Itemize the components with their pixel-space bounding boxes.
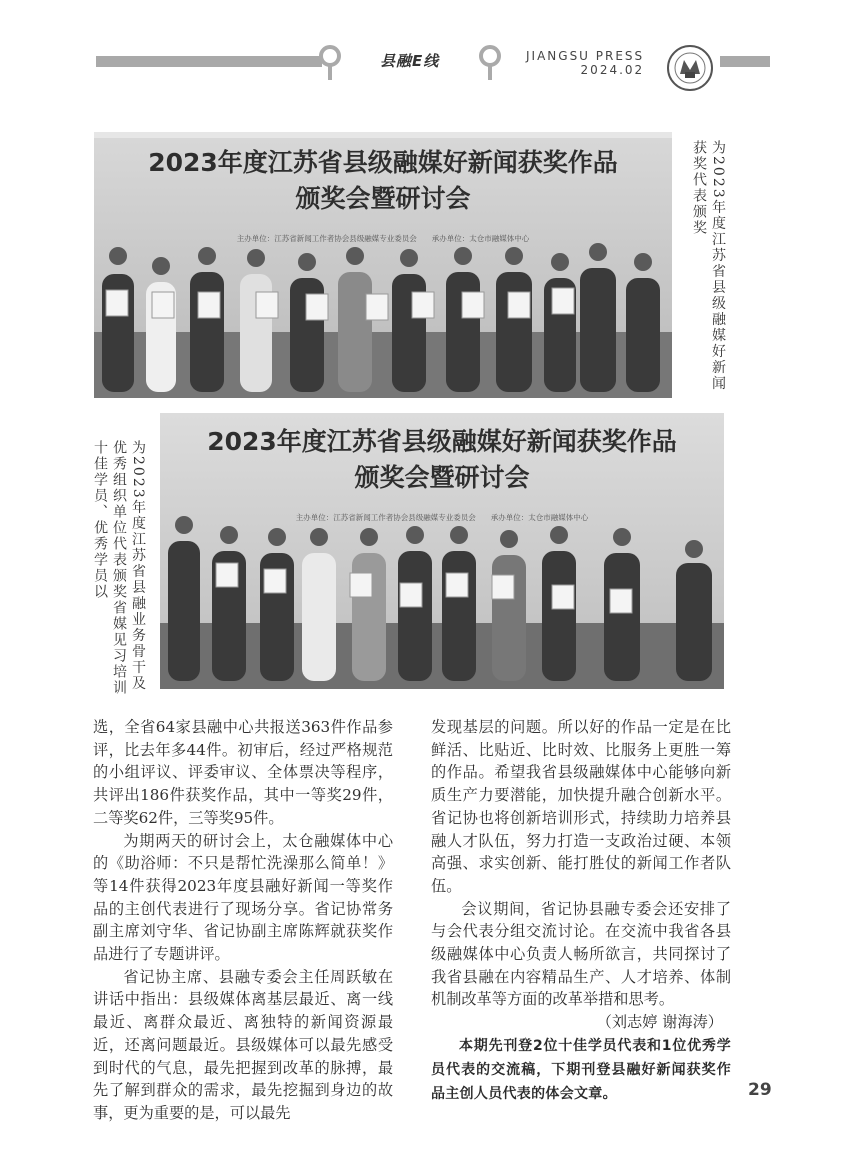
byline: （刘志婷 谢海涛）: [596, 1013, 723, 1032]
banner-title-line1: 2023年度江苏省县级融媒好新闻获奖作品: [148, 148, 618, 177]
journal-seal-logo: [666, 44, 714, 92]
map-pin-icon: [318, 44, 342, 82]
header-rule-right: [720, 56, 770, 67]
column-name: 县融E线: [380, 52, 440, 70]
banner-title-line1-b: 2023年度江苏省县级融媒好新闻获奖作品: [207, 427, 677, 456]
banner-subtitle: 主办单位：江苏省新闻工作者协会县级融媒专业委员会 承办单位：太仓市融媒体中心: [236, 234, 530, 243]
issue-date: 2024.02: [580, 63, 645, 77]
award-photo-bottom: [160, 413, 724, 689]
award-photo-top: [94, 132, 672, 398]
header-rule-left: [96, 56, 322, 67]
paragraph-left-1: 选，全省64家县融中心共报送363件作品参评，比去年多44件。初审后，经过严格规范的小组评议、评委审议、全体票决等程序，共评出186件获奖作品，其中一等奖29件，二等奖62件，三等奖95件。: [93, 718, 393, 827]
paragraph-right-2: 会议期间，省记协县融专委会还安排了与会代表分组交流讨论。在交流中我省各县级融媒体中心负责人畅所欲言，共同探讨了我省县融在内容精品生产、人才培养、体制机制改革等方面的改革举措和思考。: [431, 899, 731, 1009]
banner-title-line2-b: 颁奖会暨研讨会: [354, 463, 530, 492]
article-column-right: [431, 716, 731, 1106]
editor-note: 本期先刊登2位十佳学员代表和1位优秀学员代表的交流稿，下期刊登县融好新闻获奖作品主创人员代表的体会文章。: [431, 1037, 731, 1102]
photo-top-caption: 为2023年度江苏省县级融媒好新闻获奖代表颁奖: [691, 140, 726, 392]
paragraph-right-1: 发现基层的问题。所以好的作品一定是在比鲜活、比贴近、比时效、比服务上更胜一筹的作品。希望我省县级融媒体中心能够向新质生产力要潜能，加快提升融合创新水平。省记协也将创新培训形式，持续助力培养县融人才队伍，努力打造一支政治过硬、本领高强、求实创新、能打胜仗的新闻工作者队伍。: [431, 718, 731, 895]
press-name: JIANGSU PRESS: [526, 49, 645, 63]
article-column-left: [93, 716, 393, 1125]
photo-bottom-caption: 为2023年度江苏省县融业务骨干及优秀组织单位代表颁奖省媒见习培训十佳学员、优秀学员以: [92, 440, 146, 696]
page-number: 29: [748, 1080, 772, 1100]
paragraph-left-3: 省记协主席、县融专委会主任周跃敏在讲话中指出：县级媒体离基层最近、离一线最近、离群众最近、离独特的新闻资源最近，还离问题最近。县级媒体可以最先感受到时代的气息，最先把握到改革的脉搏，最先了解到群众的需求，最先挖掘到身边的故事，更为重要的是，可以最先: [93, 967, 393, 1122]
banner-title-line2: 颁奖会暨研讨会: [295, 184, 471, 213]
map-pin-icon-2: [478, 44, 502, 82]
paragraph-left-2: 为期两天的研讨会上，太仓融媒体中心的《助浴师：不只是帮忙洗澡那么简单！》等14件获得2023年度县融好新闻一等奖作品的主创代表进行了现场分享。省记协常务副主席刘守华、省记协副主席陈辉就获奖作品进行了专题讲评。: [93, 831, 393, 964]
banner-subtitle-b: 主办单位：江苏省新闻工作者协会县级融媒专业委员会 承办单位：太仓市融媒体中心: [295, 513, 589, 522]
press-block: [526, 49, 644, 77]
